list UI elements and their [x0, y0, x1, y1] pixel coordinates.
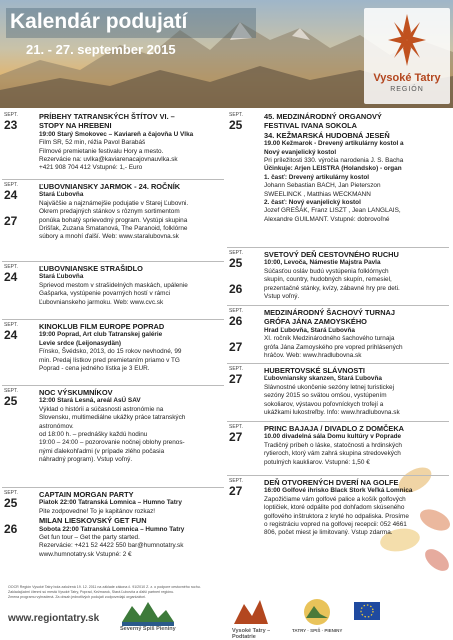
tatry-spis-label: TATRY · SPIŠ · PIENINY	[292, 628, 343, 633]
event-month: SEPT.	[4, 112, 18, 118]
event-divider	[227, 305, 449, 306]
event-description: Vstup voľný.	[264, 293, 300, 301]
event-date	[229, 478, 255, 498]
event-date	[4, 182, 30, 228]
page-title: Kalendár podujatí	[10, 10, 188, 33]
event-title: ĽUBOVNIANSKY JARMOK - 24. ROČNÍK	[39, 182, 181, 191]
event-venue: 10.00 divadelná sála Domu kultúry v Poprade	[264, 433, 402, 441]
event-details	[39, 182, 224, 242]
event-day: 25	[229, 256, 243, 270]
eu-flag-icon	[352, 596, 382, 634]
event-description: Fínsko, Švédsko, 2013, do 15 rokov nevhodné, 99	[39, 348, 182, 356]
event-venue: Nový evanjelický kostol	[264, 148, 337, 156]
event-venue: Stará Ľubovňa	[39, 191, 84, 199]
website-link[interactable]: www.regiontatry.sk	[8, 613, 100, 624]
event-description: náhradný program). Vstup voľný.	[39, 456, 133, 464]
event-venue: 19:00 Poprad, Art club Tatranskej galérie	[39, 331, 163, 339]
event-venue: Stará Ľubovňa	[39, 273, 84, 281]
event-description: Slovensku, multimediálne ukážky práce tatranských	[39, 414, 186, 422]
event-day: 25	[229, 118, 243, 132]
event-title: 34. KEŽMARSKÁ HUDOBNÁ JESEŇ	[264, 130, 390, 140]
logo-title: Vysoké Tatry	[373, 72, 441, 84]
event-day: 25	[4, 496, 18, 510]
severny-spis-label: Severný Spiš Pieniny	[120, 626, 176, 632]
event-details	[264, 424, 449, 467]
event-month: SEPT.	[4, 264, 18, 270]
event-month: SEPT.	[229, 308, 243, 314]
event-day: 23	[4, 118, 18, 132]
event-date	[4, 264, 30, 284]
event-details	[39, 112, 224, 173]
event-description: Film SR, 52 min, réžia Pavol Barabáš	[39, 139, 146, 147]
event-description: astronómov.	[39, 422, 74, 430]
event-date	[229, 424, 255, 444]
event-description: potulných kaukliarov. Vstupné: 1,50 €	[264, 458, 370, 466]
header-banner	[0, 0, 453, 108]
event-description: súbory a mnohí ďalší. Web: www.staralubovna.sk	[39, 233, 179, 241]
event-title: PRINC BAJAJA / DIVADLO Z DOMČEKA	[264, 424, 405, 433]
event-description: Rezervácie: +421 52 4422 550 bar@humnotatry.sk	[39, 542, 184, 550]
event-venue: 2. časť: Nový evanjelický kostol	[264, 199, 361, 207]
event-divider	[227, 247, 449, 248]
event-title: CAPTAIN MORGAN PARTY	[39, 490, 134, 499]
event-description: Get fun tour – Get the party started.	[39, 534, 140, 542]
event-venue: Levie srdce (Leijonasydän)	[39, 339, 122, 347]
event-details	[264, 366, 449, 417]
event-description: Johann Sebastian BACH, Jan Pieterszon	[264, 182, 381, 190]
event-date	[229, 112, 255, 132]
event-title: 45. MEDZINÁRODNÝ ORGANOVÝ	[264, 112, 382, 121]
event-description: Výklad o histórii a súčasnosti astronómie na	[39, 405, 164, 413]
event-date	[4, 388, 30, 408]
event-date	[4, 322, 30, 342]
event-title: GRÓFA JÁNA ZAMOYSKÉHO	[264, 317, 367, 327]
event-description: sokoliarov, výstavou poľovníckych trofejí a	[264, 400, 384, 408]
event-description: Najväčšie a najznámejšie podujatie v Starej Ľubovni.	[39, 199, 189, 207]
event-description: o registráciu vopred na golfovej recepcii: 052 4661	[264, 521, 407, 529]
event-details	[39, 388, 224, 465]
event-date	[229, 308, 255, 354]
event-description: Tradičný príbeh o láske, statočnosti a hrdinských	[264, 441, 402, 449]
event-date	[4, 490, 30, 536]
event-description: rytieroch, ktorý vám zahrá skupina stredovekých	[264, 450, 401, 458]
podtatrie-label: Vysoké Tatry – Podtatrie	[232, 628, 271, 640]
event-description: Súčasťou osláv budú vystúpenia folklórnych	[264, 267, 389, 275]
event-day: 24	[4, 188, 18, 202]
event-month: SEPT.	[4, 182, 18, 188]
event-description: Slávnostné ukončenie sezóny letnej turistickej	[264, 383, 395, 391]
event-description: nými ďalekohľadmi (v prípade zlého počasia	[39, 447, 165, 455]
event-day-end: 27	[4, 214, 18, 228]
date-range: 21. - 27. september 2015	[26, 42, 176, 57]
event-month: SEPT.	[229, 478, 243, 484]
event-title: MILAN LIESKOVSKÝ GET FUN	[39, 516, 147, 526]
event-details	[39, 322, 224, 373]
star-icon	[386, 12, 428, 70]
event-month: SEPT.	[229, 112, 243, 118]
event-date	[229, 250, 255, 296]
event-venue: 10:00, Levoča, Námestie Majstra Pavla	[264, 259, 381, 267]
event-details	[264, 308, 449, 360]
event-divider	[2, 385, 224, 386]
event-description: Ľubovnianskeho jarmoku. Web: www.cvc.sk	[39, 298, 164, 306]
event-description: Poprad - cena jedného lístka je 3 EUR.	[39, 365, 150, 373]
event-divider	[227, 475, 449, 476]
event-title: STOPY NA HREBENI	[39, 121, 112, 131]
event-description: Drišľak, Zuzana Smatanová, The Paranoid, folklórne	[39, 225, 188, 233]
event-description: Pri príležitosti 330. výročia narodenia J. S. Bacha	[264, 157, 404, 165]
event-venue: 1. časť: Drevený artikulárny kostol	[264, 173, 370, 181]
event-title: NOC VÝSKUMNÍKOV	[39, 388, 113, 397]
event-venue: 19:00 Starý Smokovec – Kaviareň a čajovňa U Vlka	[39, 130, 194, 138]
event-description: Sprievod mestom v strašidelných maskách, upálenie	[39, 281, 188, 289]
event-description: Zapožičiame vám golfové palice a košík golfových	[264, 495, 406, 503]
event-description: www.humnotatry.sk Vstupné: 2 €	[39, 550, 132, 558]
event-details	[39, 264, 224, 307]
event-description: Rezervácie na: uvlka@kaviarenacajovnauvlka.sk	[39, 156, 178, 164]
event-day: 24	[4, 270, 18, 284]
event-description: sezóny 2015 so svätou omšou, vystúpením	[264, 392, 387, 400]
logo-subtitle: REGIÓN	[390, 86, 424, 93]
event-description: golfového inštruktora z kryté ho odpaliska. Prosíme	[264, 512, 409, 520]
event-title: HUBERTOVSKÉ SLÁVNOSTI	[264, 366, 365, 375]
event-description: 19:00 – 24:00 – pozorovanie nočnej oblohy prenos-	[39, 439, 185, 447]
event-description: hráčov. Web: www.hradlubovna.sk	[264, 352, 362, 360]
event-divider	[2, 179, 224, 180]
event-month: SEPT.	[229, 250, 243, 256]
event-description: XI. ročník Medzinárodného šachového turnaja	[264, 335, 395, 343]
event-details	[264, 250, 449, 301]
event-venue: Piatok 22:00 Tatranská Lomnica – Humno Tatry	[39, 499, 182, 507]
event-description: od 18:00 h. – prednášky každú hodinu	[39, 431, 148, 439]
event-venue: 12:00 Stará Lesná, areál AsÚ SAV	[39, 397, 141, 405]
event-day: 27	[229, 484, 243, 498]
event-description: Jozef GREŠÁK, Franz LISZT , Jean LANGLAIS,	[264, 207, 401, 215]
event-venue: Sobota 22:00 Tatranská Lomnica – Humno Tatry	[39, 525, 185, 533]
event-divider	[2, 487, 224, 488]
footer-note-line-2: Zakladajúcimi členmi sú mestá Vysoké Tatry, Poprad, Kežmarok, Stará Ľubovňa a ďalší partneri regiónu.	[8, 590, 175, 594]
event-day: 27	[229, 430, 243, 444]
event-description: Okrem predajných stánkov s rôznym sortimentom	[39, 208, 180, 216]
event-description: 806, počet miest je limitovaný. Vstup zdarma.	[264, 529, 393, 537]
event-description: SWEELINCK , Matthias WECKMANN	[264, 190, 371, 198]
event-title: FESTIVAL IVANA SOKOLA	[264, 121, 357, 131]
event-date	[4, 112, 30, 132]
event-divider	[227, 421, 449, 422]
event-month: SEPT.	[229, 366, 243, 372]
event-venue: Účinkuje: Arjen LEISTRA (Holandsko) - organ	[264, 165, 402, 173]
event-divider	[2, 261, 224, 262]
footer-note-line-3: Zmena programu vyhradená. Za obsah jednotlivých podujatí zodpovedajú organizátori.	[8, 595, 147, 599]
event-description: +421 908 704 412 Vstupné: 1,- Euro	[39, 164, 143, 172]
event-description: loptičiek, ktoré odpálite pod dohľadom skúseného	[264, 504, 405, 512]
event-day: 25	[4, 394, 18, 408]
event-day-end: 26	[229, 282, 243, 296]
event-title: SVETOVÝ DEŇ CESTOVNÉHO RUCHU	[264, 250, 399, 259]
event-description: Alexandre GUILMANT. Vstupné: dobrovoľné	[264, 215, 390, 223]
vysoke-tatry-logo	[364, 8, 450, 104]
event-title: ĽUBOVNIANSKE STRAŠIDLO	[39, 264, 143, 273]
event-title: PRÍBEHY TATRANSKÝCH ŠTÍTOV VI. –	[39, 112, 175, 121]
event-description: min. Predaj lístkov pred premietaním priamo v TG	[39, 356, 180, 364]
event-title: KINOKLUB FILM EUROPE POPRAD	[39, 322, 165, 331]
event-description: prezentačné stánky, kvízy, zábavné hry pre deti.	[264, 284, 400, 292]
event-venue: 16:00 Golfové ihrisko Black Stork Veľká Lomnica	[264, 487, 413, 495]
event-divider	[227, 363, 449, 364]
event-details	[264, 478, 449, 538]
footer-note	[8, 585, 448, 600]
footer-note-line-1: OOCR Región Vysoké Tatry bola založená 19. 12. 2011 na základe zákona č. 91/2010 Z. z. o podpore cestovného ruchu.	[8, 585, 201, 589]
event-venue: Ľubovniansky skanzen, Stará Ľubovňa	[264, 375, 382, 383]
event-description: ukážkami lukostreľby. Info: www.hradlubovna.sk	[264, 409, 400, 417]
event-day-end: 27	[229, 340, 243, 354]
event-day: 24	[4, 328, 18, 342]
event-details	[264, 112, 449, 224]
event-description: ponúka bohatý sprievodný program. Vystúpi skupina	[39, 216, 188, 224]
event-month: SEPT.	[4, 490, 18, 496]
event-description: skupín, country, hudobných skupín, remesiel,	[264, 276, 392, 284]
event-venue: Hrad Ľubovňa, Stará Ľubovňa	[264, 326, 355, 334]
event-title: MEDZINÁRODNÝ ŠACHOVÝ TURNAJ	[264, 308, 395, 317]
event-description: Gašparka, vystúpenie povarných hostí v rámci	[39, 290, 171, 298]
event-month: SEPT.	[4, 322, 18, 328]
event-description: grófa Jána Zamoyského pre vopred prihlásených	[264, 343, 403, 351]
event-month: SEPT.	[229, 424, 243, 430]
event-venue: 19.00 Kežmarok - Drevený artikulárny kostol a	[264, 140, 404, 148]
event-day: 26	[229, 314, 243, 328]
event-day: 27	[229, 372, 243, 386]
event-details	[39, 490, 224, 559]
event-divider	[2, 319, 224, 320]
event-description: Filmové premietanie festivalu Hory a mesto.	[39, 147, 164, 155]
event-date	[229, 366, 255, 386]
event-title: DEŇ OTVORENÝCH DVERÍ NA GOLFE	[264, 478, 399, 487]
event-description: Pite zodpovedne! To je kapitánov rozkaz!	[39, 507, 156, 515]
event-month: SEPT.	[4, 388, 18, 394]
event-day-end: 26	[4, 522, 18, 536]
